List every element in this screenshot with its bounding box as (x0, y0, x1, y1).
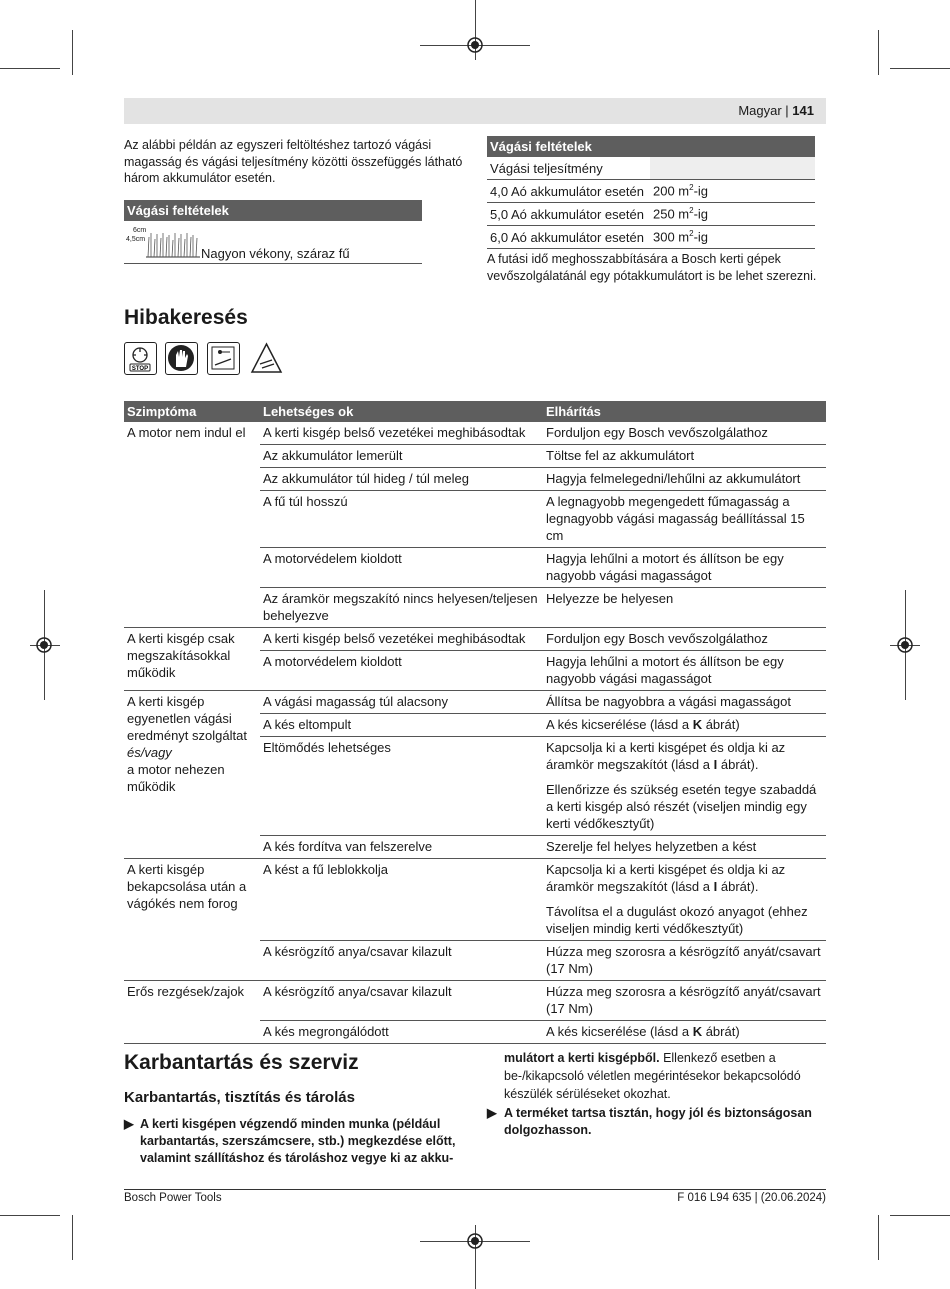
registration-mark-icon (35, 636, 53, 654)
table-row: A motor nem indul el A kerti kisgép belső vezetékei meghibásodtak Forduljon egy Bosch vevőszolgálathoz (124, 422, 826, 445)
table-row: Az akkumulátor túl hideg / túl meleg Hagyja felmelegedni/lehűlni az akkumulátort (124, 468, 826, 491)
symptom-cell: Erős rezgések/zajok (124, 981, 260, 1044)
grass-icon (146, 229, 200, 259)
table-header-row (124, 401, 826, 422)
grass-label-bottom: 4,5cm (126, 236, 146, 243)
bullet-item: ▶ A terméket tartsa tisztán, hogy jól és biztonságosan dolgozhasson. (487, 1106, 812, 1137)
table-row: 6,0 Aó akkumulátor esetén 300 $m^2-ig$ (487, 226, 815, 249)
left-table-rule (124, 263, 422, 264)
symptom-cell: A kerti kisgép csak megszakításokkal működik (124, 628, 260, 691)
blade-warning-icon (250, 342, 283, 375)
table-row: Az áramkör megszakító nincs helyesen/teljesen behelyezve Helyezze be helyesen (124, 588, 826, 628)
table-row: A kerti kisgép bekapcsolása után a vágókés nem forog A kést a fű leblokkolja Kapcsolja ki a kerti kisgépet és oldja ki az áramkör megszakítót (lásd a I ábrát). Távolítsa el a dugulást okozó anyagot (ehhez viseljen mindig kerti védőkesztyűt) (124, 859, 826, 941)
column-header: Lehetséges ok (260, 401, 543, 422)
registration-mark-icon (896, 636, 914, 654)
page-number: 141 (792, 103, 814, 118)
table-row: A motorvédelem kioldott Hagyja lehűlni a motort és állítson be egy nagyobb vágási magasságot (124, 651, 826, 691)
bullet-item: ▶ A kerti kisgépen végzendő minden munka (például karbantartás, szerszámcsere, stb.) megkezdése előtt, valamint szállításhoz és tároláshoz vegye ki az akku- (124, 1117, 456, 1165)
symptom-cell: A kerti kisgép bekapcsolása után a vágókés nem forog (124, 859, 260, 981)
crop-mark (72, 1215, 73, 1260)
table-row: Az akkumulátor lemerült Töltse fel az akkumulátort (124, 445, 826, 468)
table-row: A késrögzítő anya/csavar kilazult Húzza meg szorosra a késrögzítő anyát/csavart (17 Nm) (124, 941, 826, 981)
crop-mark (72, 30, 73, 75)
symptom-cell: A motor nem indul el (124, 422, 260, 628)
grass-figure (126, 227, 206, 261)
table-row: A kés eltompult A kés kicserélése (lásd a K ábrát) (124, 714, 826, 737)
header-language: Magyar (738, 103, 782, 118)
grass-label-top: 6cm (133, 227, 147, 234)
table-row: A fű túl hosszú A legnagyobb megengedett fűmagasság a legnagyobb vágási magasság beállítással 15 cm (124, 491, 826, 548)
left-table-title: Vágási feltételek (124, 200, 422, 221)
crop-mark (878, 1215, 879, 1260)
footer-left: Bosch Power Tools (124, 1192, 222, 1204)
key-switch-icon (207, 342, 240, 375)
right-table-note: A futási idő meghosszabbítására a Bosch kerti gépek vevőszolgálatánál egy pótakkumulátort is be lehet szerezni. (487, 252, 817, 283)
header-bar (124, 98, 826, 124)
table-row: A kés fordítva van felszerelve Szerelje fel helyes helyzetben a kést (124, 836, 826, 859)
table-row: A kerti kisgép egyenetlen vágási eredményt szolgáltat és/vagy a motor nehezen működik A vágási magasság túl alacsony Állítsa be nagyobbra a vágási magasságot (124, 691, 826, 714)
glove-icon (165, 342, 198, 375)
bullet-arrow-icon: ▶ (487, 1106, 497, 1120)
stop-icon (124, 342, 157, 375)
right-table-subheader: Vágási teljesítmény (487, 157, 650, 180)
troubleshooting-table (124, 401, 826, 1044)
intro-text: Az alábbi példán az egyszeri feltöltéshez tartozó vágási magasság és vágási teljesítmény közötti összefüggés látható három akkumulátor esetén. (124, 138, 463, 185)
registration-mark-icon (466, 36, 484, 54)
crop-mark (0, 68, 60, 69)
svg-text:STOP: STOP (131, 366, 149, 372)
table-row: Eltömődés lehetséges Kapcsolja ki a kerti kisgépet és oldja ki az áramkör megszakítót (lásd a I ábrát). Ellenőrizze és szükség esetén tegye szabaddá a kerti kisgép alsó részét (viseljen mindig egy kerti védőkesztyűt) (124, 737, 826, 836)
crop-mark (890, 1215, 950, 1216)
bullet-continuation: mulátort a kerti kisgépből. Ellenkező esetben a be-/kikapcsoló véletlen megérintésekor bekapcsolódó készülék sérüléseket okozhat. (504, 1051, 801, 1101)
footer-right: F 016 L94 635 | (20.06.2024) (677, 1192, 826, 1204)
table-row: 4,0 Aó akkumulátor esetén 200 $m^2-ig$ (487, 180, 815, 203)
maintenance-heading: Karbantartás és szerviz (124, 1051, 359, 1074)
right-table-title: Vágási feltételek (487, 136, 815, 157)
right-table (487, 157, 815, 249)
bullet-arrow-icon: ▶ (124, 1117, 134, 1131)
symptom-cell: A kerti kisgép egyenetlen vágási eredményt szolgáltat és/vagy a motor nehezen működik (124, 691, 260, 859)
footer-rule (124, 1189, 826, 1190)
table-row: 5,0 Aó akkumulátor esetén 250 $m^2-ig$ (487, 203, 815, 226)
table-row: Erős rezgések/zajok A késrögzítő anya/csavar kilazult Húzza meg szorosra a késrögzítő anyát/csavart (17 Nm) (124, 981, 826, 1021)
column-header: Elhárítás (543, 401, 826, 422)
registration-mark-icon (466, 1232, 484, 1250)
table-row: A motorvédelem kioldott Hagyja lehűlni a motort és állítson be egy nagyobb vágási magasságot (124, 548, 826, 588)
table-row: A kés megrongálódott A kés kicserélése (lásd a K ábrát) (124, 1021, 826, 1044)
crop-mark (878, 30, 879, 75)
troubleshooting-heading: Hibakeresés (124, 306, 248, 329)
maintenance-subheading: Karbantartás, tisztítás és tárolás (124, 1089, 355, 1106)
crop-mark (890, 68, 950, 69)
condition-label: Nagyon vékony, száraz fű (201, 246, 350, 261)
column-header: Szimptóma (124, 401, 260, 422)
table-row: A kerti kisgép csak megszakításokkal működik A kerti kisgép belső vezetékei meghibásodtak Forduljon egy Bosch vevőszolgálathoz (124, 628, 826, 651)
crop-mark (0, 1215, 60, 1216)
page-header: Magyar | 141 (738, 103, 814, 118)
